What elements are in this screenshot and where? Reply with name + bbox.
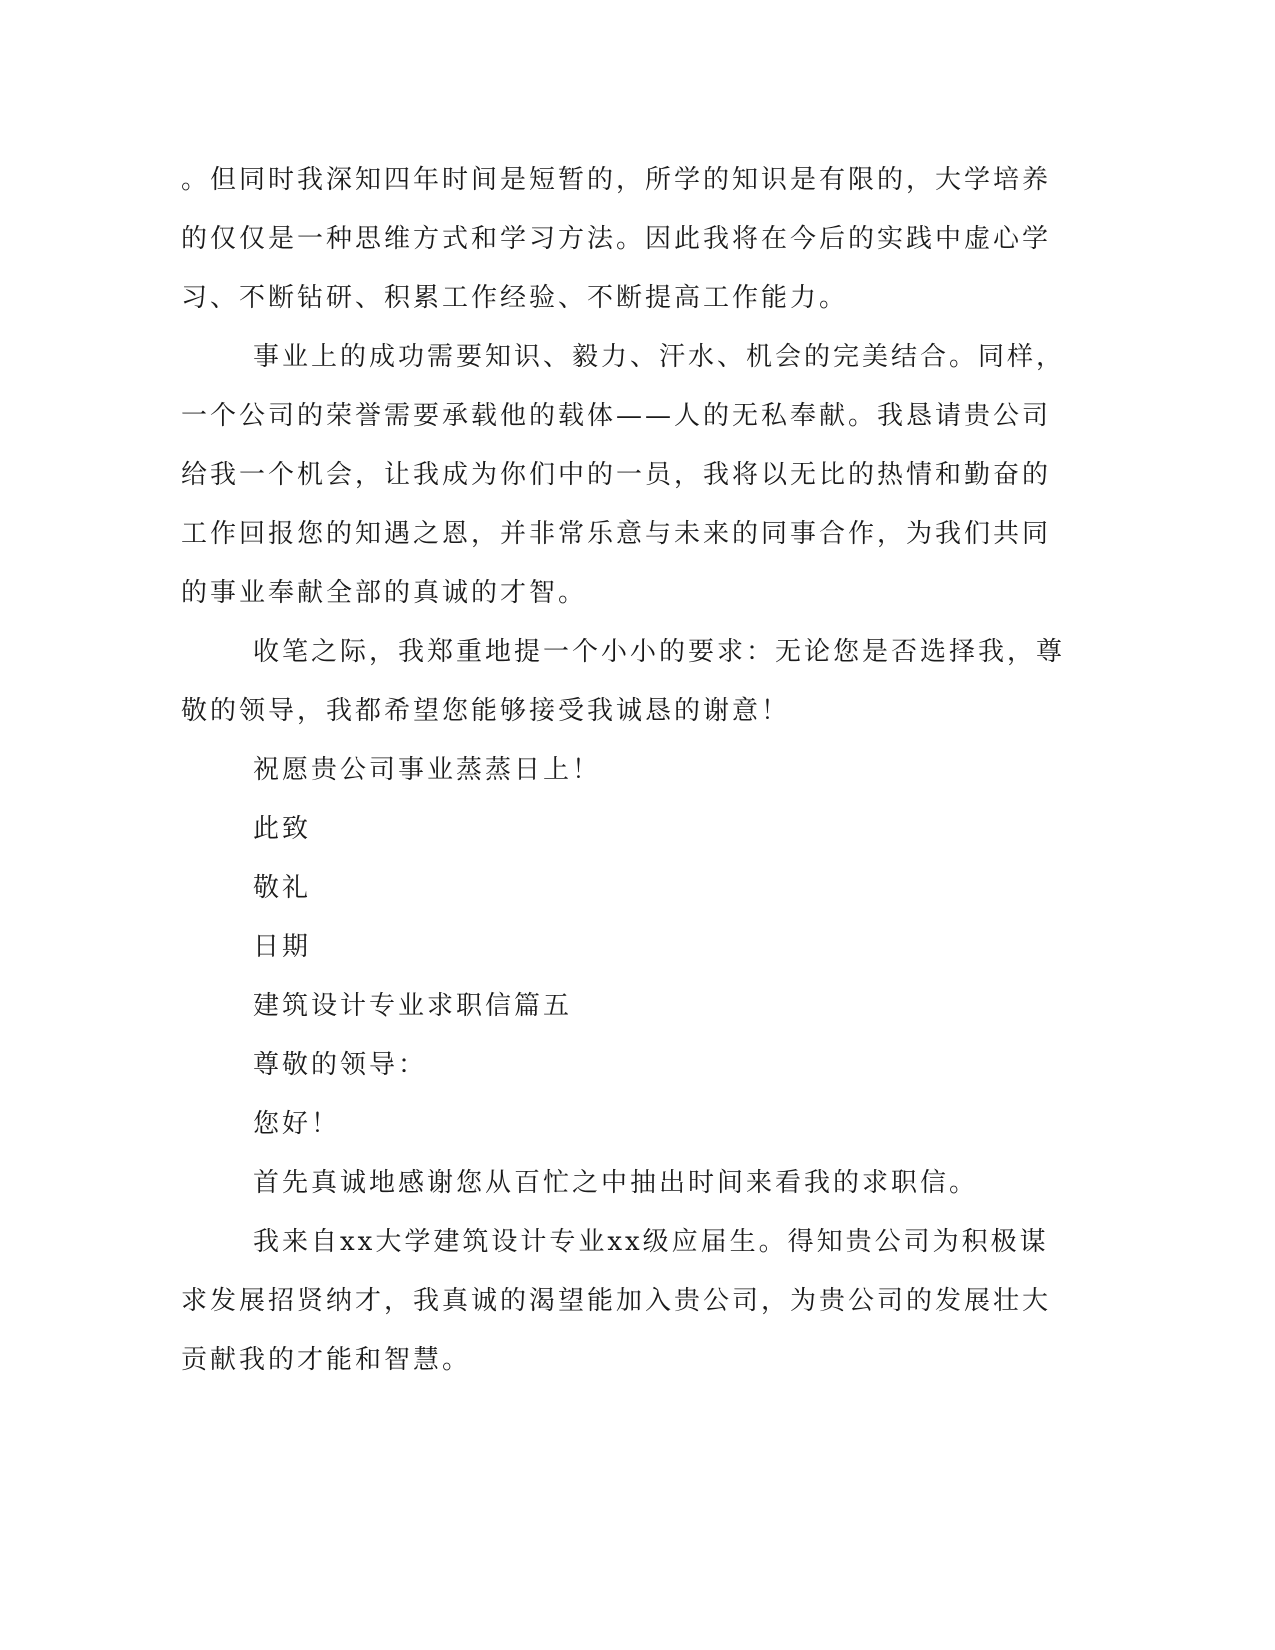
closing-wish: 祝愿贵公司事业蒸蒸日上！	[253, 755, 602, 785]
paragraph-line: 的仅仅是一种思维方式和学习方法。因此我将在今后的实践中虚心学	[181, 224, 1052, 254]
greeting-hello: 您好！	[253, 1109, 341, 1139]
section-title: 建筑设计专业求职信篇五	[253, 991, 573, 1021]
paragraph-line: 的事业奉献全部的真诚的才智。	[181, 578, 588, 608]
date-line: 日期	[253, 932, 312, 962]
paragraph-line: 给我一个机会，让我成为你们中的一员，我将以无比的热情和勤奋的	[181, 460, 1052, 490]
paragraph-line: 习、不断钻研、积累工作经验、不断提高工作能力。	[181, 283, 849, 313]
closing-salutation: 此致	[253, 814, 312, 844]
paragraph-line: 事业上的成功需要知识、毅力、汗水、机会的完美结合。同样，	[253, 342, 1066, 372]
paragraph-line: 首先真诚地感谢您从百忙之中抽出时间来看我的求职信。	[253, 1168, 979, 1198]
paragraph-line: 求发展招贤纳才，我真诚的渴望能加入贵公司，为贵公司的发展壮大	[181, 1286, 1052, 1316]
paragraph-line: 贡献我的才能和智慧。	[181, 1345, 472, 1375]
paragraph-line: 一个公司的荣誉需要承载他的载体——人的无私奉献。我恳请贵公司	[181, 401, 1052, 431]
paragraph-line: 收笔之际，我郑重地提一个小小的要求：无论您是否选择我，尊	[253, 637, 1066, 667]
paragraph-line: 敬的领导，我都希望您能够接受我诚恳的谢意！	[181, 696, 791, 726]
paragraph-line: 。但同时我深知四年时间是短暂的，所学的知识是有限的，大学培养	[181, 165, 1052, 195]
greeting: 尊敬的领导：	[253, 1050, 428, 1080]
closing-regards: 敬礼	[253, 873, 312, 903]
paragraph-line: 工作回报您的知遇之恩，并非常乐意与未来的同事合作，为我们共同	[181, 519, 1052, 549]
paragraph-line: 我来自xx大学建筑设计专业xx级应届生。得知贵公司为积极谋	[253, 1227, 1049, 1257]
